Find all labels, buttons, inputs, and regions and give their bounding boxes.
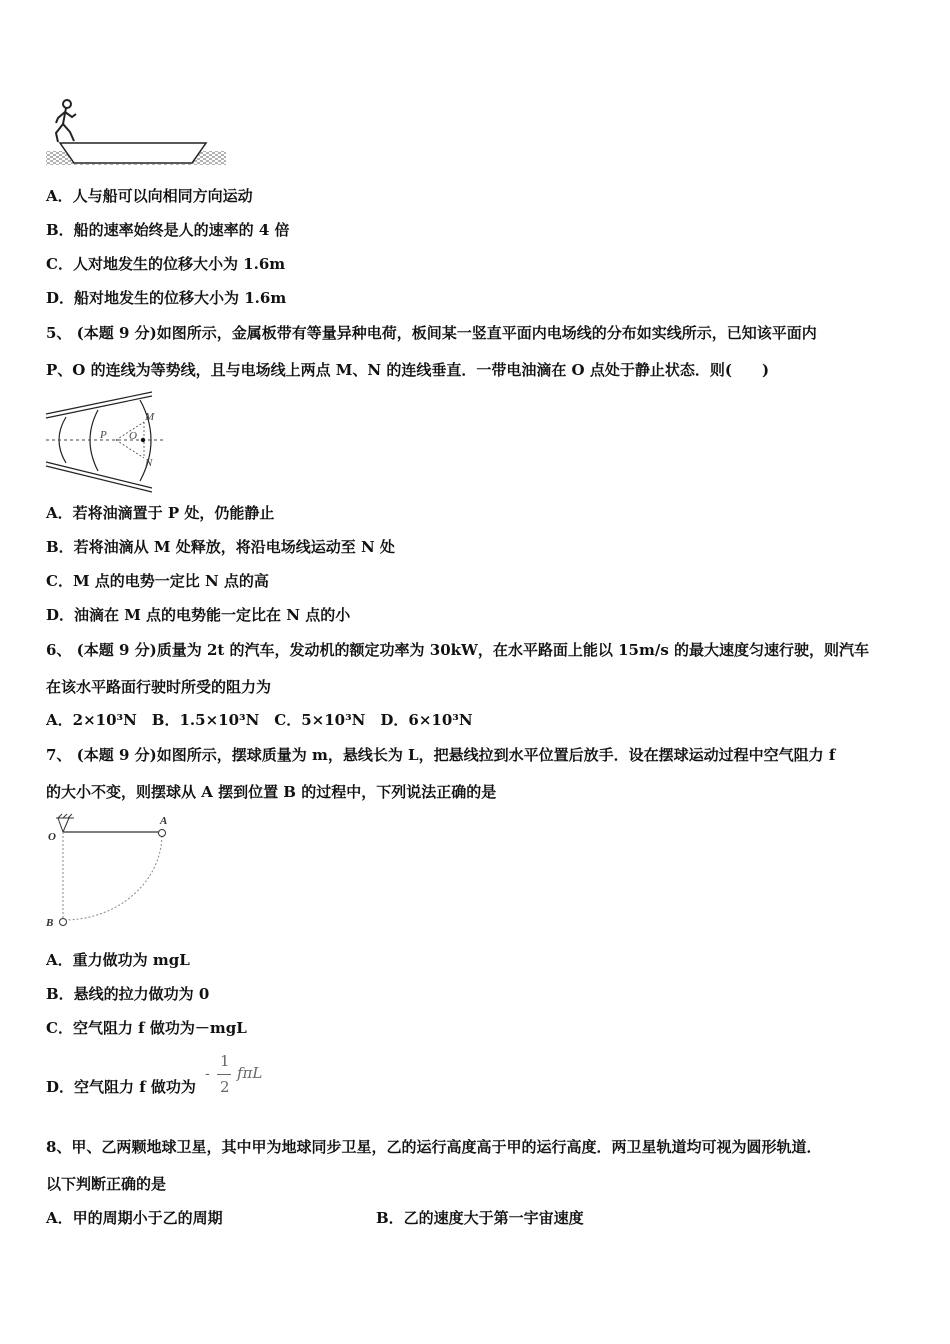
q4-option-b: B．船的速率始终是人的速率的 4 倍 <box>46 221 290 239</box>
q8-stem-line-1: 8、甲、乙两颗地球卫星，其中甲为地球同步卫星，乙的运行高度高于甲的运行高度．两卫星轨道均可视为圆形轨道． <box>46 1138 822 1156</box>
label-m: M <box>145 411 155 423</box>
q6-stem-line-2: 在该水平路面行驶时所受的阻力为 <box>46 678 272 696</box>
q5-option-b: B．若将油滴从 M 处释放，将沿电场线运动至 N 处 <box>46 538 395 556</box>
label-o: O <box>48 831 56 843</box>
person-boat-figure <box>44 96 228 170</box>
pendulum-figure <box>44 812 178 930</box>
q7-stem-line-1: 7、 (本题 9 分)如图所示，摆球质量为 m，悬线长为 L，把悬线拉到水平位置后放手．设在摆球运动过程中空气阻力 f <box>46 746 836 764</box>
formula-tail: fπL <box>237 1064 263 1082</box>
formula-denominator: 2 <box>220 1078 230 1096</box>
q5-option-d: D．油滴在 M 点的电势能一定比在 N 点的小 <box>46 606 351 624</box>
q7-option-b: B．悬线的拉力做功为 0 <box>46 985 210 1003</box>
q7-option-a: A．重力做功为 mgL <box>46 951 190 969</box>
label-n: N <box>145 457 153 469</box>
q6-options: A．2×10³N B．1.5×10³N C．5×10³N D．6×10³N <box>46 711 473 729</box>
fraction-bar <box>217 1074 231 1075</box>
q4-option-c: C．人对地发生的位移大小为 1.6m <box>46 255 286 273</box>
q5-stem-line-2: P、O 的连线为等势线，且与电场线上两点 M、N 的连线垂直．一带电油滴在 O 点处于静止状态．则( ) <box>46 361 770 379</box>
q5-option-c: C．M 点的电势一定比 N 点的高 <box>46 572 269 590</box>
q6-stem-line-1: 6、 (本题 9 分)质量为 2t 的汽车，发动机的额定功率为 30kW，在水平路面上能以 15m/s 的最大速度匀速行驶，则汽车 <box>46 641 869 659</box>
q4-option-d: D．船对地发生的位移大小为 1.6m <box>46 289 287 307</box>
label-p: P <box>100 429 107 441</box>
q7-stem-line-2: 的大小不变，则摆球从 A 摆到位置 B 的过程中，下列说法正确的是 <box>46 783 497 801</box>
label-o: O <box>129 430 137 442</box>
electric-field-figure <box>44 390 168 494</box>
q8-option-a: A．甲的周期小于乙的周期 <box>46 1209 223 1227</box>
q7-formula <box>203 1050 283 1100</box>
formula-sign: - <box>205 1066 210 1082</box>
q4-option-a: A．人与船可以向相同方向运动 <box>46 187 253 205</box>
q5-option-a: A．若将油滴置于 P 处，仍能静止 <box>46 504 275 522</box>
formula-numerator: 1 <box>220 1052 230 1070</box>
q5-stem-line-1: 5、 (本题 9 分)如图所示，金属板带有等量异种电荷，板间某一竖直平面内电场线的分布如实线所示，已知该平面内 <box>46 324 817 342</box>
q8-option-b: B．乙的速度大于第一宇宙速度 <box>376 1209 584 1227</box>
q8-stem-line-2: 以下判断正确的是 <box>46 1175 167 1193</box>
label-b: B <box>46 917 54 929</box>
q7-option-c: C．空气阻力 f 做功为－mgL <box>46 1019 247 1037</box>
q7-option-d: D．空气阻力 f 做功为 <box>46 1078 196 1096</box>
label-a: A <box>160 815 168 827</box>
